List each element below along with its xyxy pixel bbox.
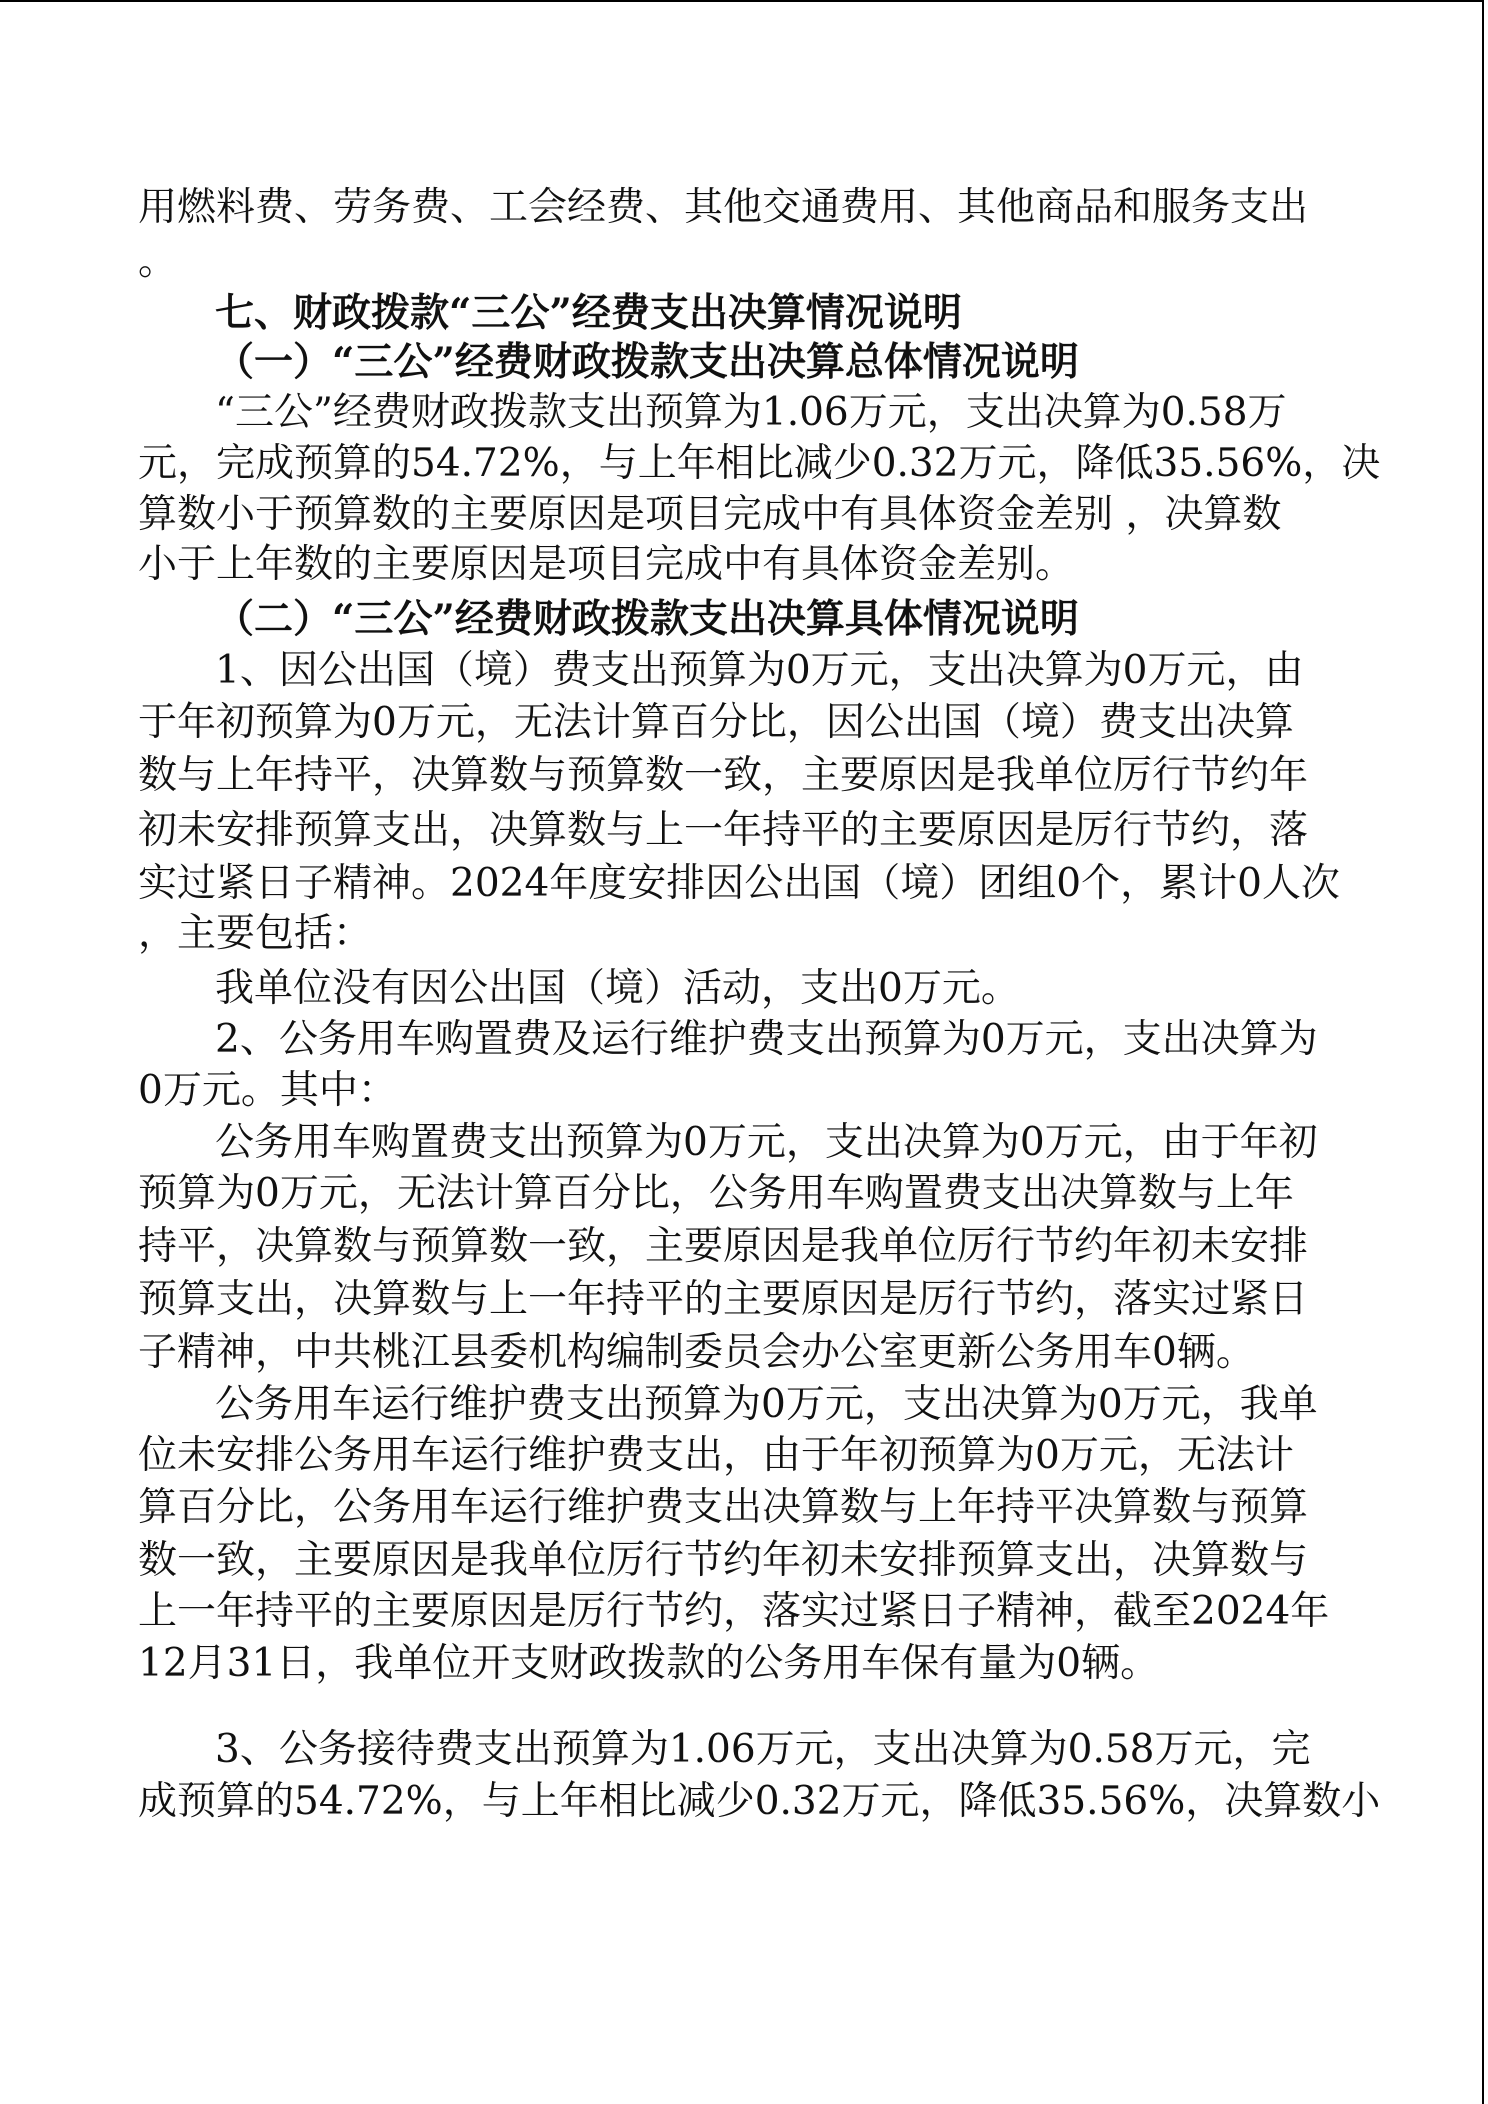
text-line: 算百分比，公务用车运行维护费支出决算数与上年持平决算数与预算 <box>138 1485 1309 1530</box>
text-line: 我单位没有因公出国（境）活动，支出0万元。 <box>215 966 1020 1011</box>
text-line: 预算为0万元，无法计算百分比，公务用车购置费支出决算数与上年 <box>138 1171 1294 1216</box>
subsection-heading: （一）“三公”经费财政拨款支出决算总体情况说明 <box>215 339 1079 385</box>
text-line: “三公”经费财政拨款支出预算为1.06万元，支出决算为0.58万 <box>215 390 1287 435</box>
text-line: 持平，决算数与预算数一致，主要原因是我单位厉行节约年初未安排 <box>138 1224 1309 1269</box>
text-line: 2、公务用车购置费及运行维护费支出预算为0万元，支出决算为 <box>215 1017 1318 1062</box>
text-line: 元，完成预算的54.72%，与上年相比减少0.32万元，降低35.56%，决 <box>138 441 1381 486</box>
section-heading: 七、财政拨款“三公”经费支出决算情况说明 <box>215 290 962 336</box>
text-line: 小于上年数的主要原因是项目完成中有具体资金差别。 <box>138 542 1075 587</box>
text-line: 位未安排公务用车运行维护费支出，由于年初预算为0万元，无法计 <box>138 1433 1294 1478</box>
text-line: 3、公务接待费支出预算为1.06万元，支出决算为0.58万元，完 <box>215 1727 1311 1772</box>
text-line: 。 <box>138 239 178 284</box>
text-line: 上一年持平的主要原因是厉行节约，落实过紧日子精神，截至2024年 <box>138 1589 1330 1634</box>
text-line: 1、因公出国（境）费支出预算为0万元，支出决算为0万元，由 <box>215 648 1304 693</box>
text-line: 实过紧日子精神。2024年度安排因公出国（境）团组0个，累计0人次 <box>138 861 1340 906</box>
text-line: 公务用车购置费支出预算为0万元，支出决算为0万元，由于年初 <box>215 1120 1318 1165</box>
text-line: 子精神，中共桃江县委机构编制委员会办公室更新公务用车0辆。 <box>138 1330 1255 1375</box>
subsection-heading: （二）“三公”经费财政拨款支出决算具体情况说明 <box>215 596 1079 642</box>
text-line: 于年初预算为0万元，无法计算百分比，因公出国（境）费支出决算 <box>138 700 1294 745</box>
text-line: 用燃料费、劳务费、工会经费、其他交通费用、其他商品和服务支出 <box>138 185 1309 230</box>
text-line: ，主要包括： <box>138 911 373 956</box>
text-line: 初未安排预算支出，决算数与上一年持平的主要原因是厉行节约，落 <box>138 808 1309 853</box>
text-line: 数一致，主要原因是我单位厉行节约年初未安排预算支出，决算数与 <box>138 1538 1309 1583</box>
text-line: 12月31日，我单位开支财政拨款的公务用车保有量为0辆。 <box>138 1641 1160 1686</box>
text-line: 0万元。其中： <box>138 1068 397 1113</box>
text-line: 数与上年持平，决算数与预算数一致，主要原因是我单位厉行节约年 <box>138 753 1309 798</box>
text-line: 预算支出，决算数与上一年持平的主要原因是厉行节约，落实过紧日 <box>138 1277 1309 1322</box>
text-line: 公务用车运行维护费支出预算为0万元，支出决算为0万元，我单 <box>215 1382 1318 1427</box>
text-line: 算数小于预算数的主要原因是项目完成中有具体资金差别 ，决算数 <box>138 492 1282 537</box>
text-line: 成预算的54.72%，与上年相比减少0.32万元，降低35.56%，决算数小 <box>138 1779 1381 1824</box>
